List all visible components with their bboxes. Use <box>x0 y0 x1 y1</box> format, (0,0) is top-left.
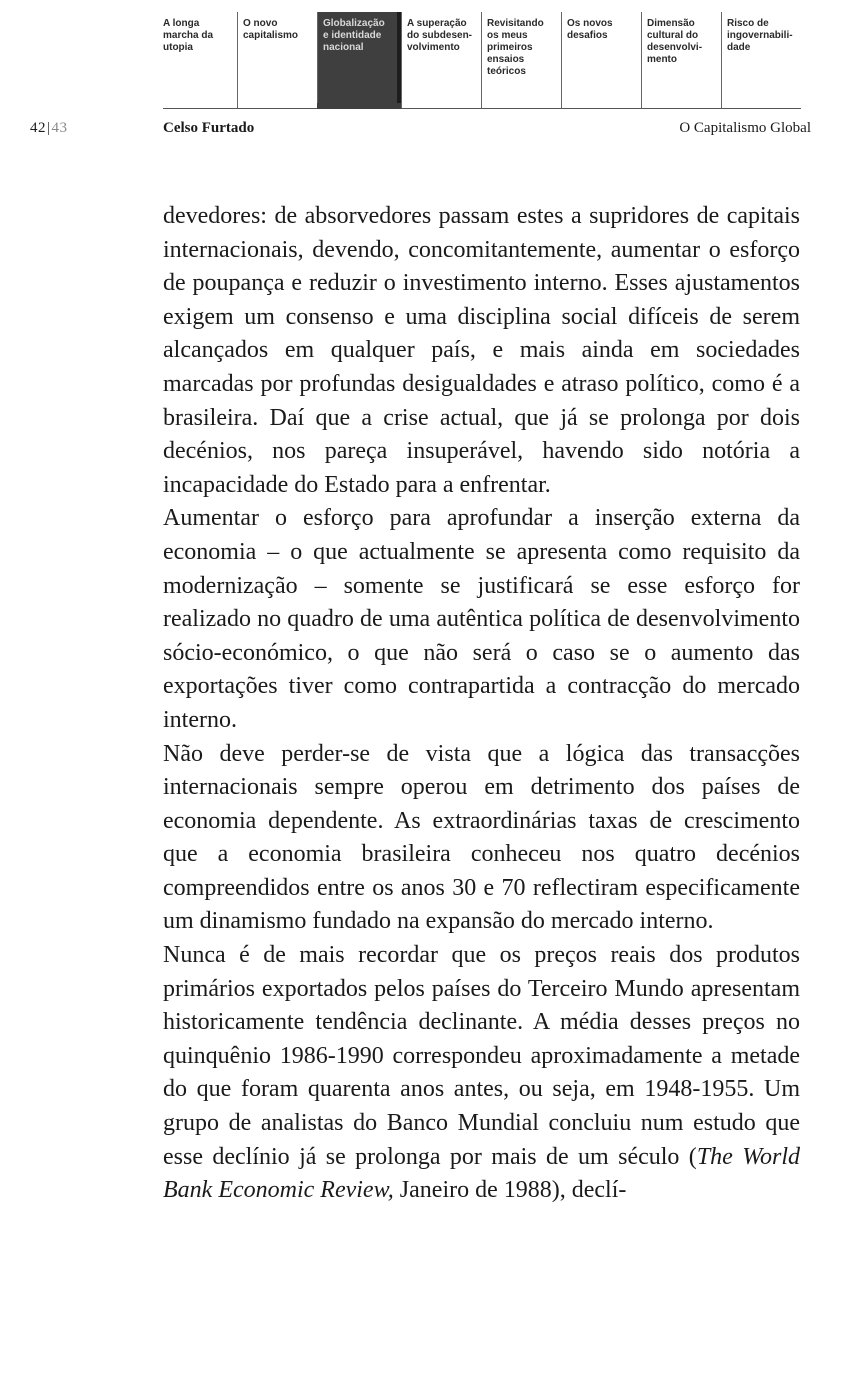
nav-chapter-label: A superação do subdesen-volvimento <box>407 18 473 53</box>
page-numbers <box>30 120 68 137</box>
body-text <box>163 200 800 1208</box>
paragraph: devedores: de absorvedores passam estes a supridores de capitais internacionais, devendo, concomitantemente, aumentar o esforço de poupança e reduzir o investimento interno. Esses ajustamentos exigem um consenso e uma disciplina social difíceis de serem alcançados em qualquer país, e mais ainda em sociedades marcadas por profundas desigualdades e atraso político, como é a brasileira. Daí que a crise actual, que já se prolonga por dois decénios, nos pareça insuperável, havendo sido notória a incapacidade do Estado para a enfrentar. <box>163 203 800 498</box>
nav-chapter-label: Revisitando os meus primeiros ensaios teóricos <box>487 18 544 77</box>
author-name: Celso Furtado <box>163 120 255 136</box>
nav-chapter-label: A longa marcha da utopia <box>163 18 214 53</box>
page-number-right: 43 <box>51 120 68 136</box>
page-number-divider: | <box>47 120 51 136</box>
paragraph: Aumentar o esforço para aprofundar a inserção externa da economia – o que actualmente se apresenta como requisito da modernização – somente se justificará se esse esforço for realizado no quadro de uma autêntica política de desenvolvimento sócio-económico, o que não será o caso se o aumento das exportações tiver como contrapartida a contracção do mercado interno. <box>163 505 800 733</box>
nav-chapter-label: Os novos desafios <box>567 18 613 41</box>
nav-chapter-dimensao-cultural[interactable] <box>641 12 721 108</box>
nav-chapter-globalizacao-active[interactable] <box>317 12 401 108</box>
nav-chapter-longa-marcha[interactable] <box>163 12 237 108</box>
chapter-navigation <box>163 12 801 109</box>
nav-chapter-risco[interactable] <box>721 12 801 108</box>
running-header <box>0 118 841 140</box>
nav-chapter-novos-desafios[interactable] <box>561 12 641 108</box>
paragraph: Não deve perder-se de vista que a lógica das transacções internacionais sempre operou em detrimento dos países de economia dependente. As extraordinárias taxas de crescimento que a economia brasileira conheceu nos quatro decénios compreendidos entre os anos 30 e 70 reflectiram especificamente um dinamismo fundado na expansão do mercado interno. <box>163 740 800 935</box>
paragraph-text: Nunca é de mais recordar que os preços reais dos produtos primários exportados pelos países do Terceiro Mundo apresentam historicamente tendência declinante. A média desses preços no quinquênio 1986-1990 correspondeu aproximadamente a metade do que foram quarenta anos antes, ou seja, em 1948-1955. Um grupo de analistas do Banco Mundial concluiu num estudo que esse declínio já se prolonga por mais de um século ( <box>163 942 800 1170</box>
paragraph <box>163 939 800 1208</box>
book-title: O Capitalismo Global <box>679 120 811 136</box>
citation-title: The World Bank Economic Review, <box>163 1143 801 1204</box>
nav-chapter-label: Risco de ingovernabili-dade <box>727 18 793 53</box>
paragraph-text: Janeiro de 1988), declí- <box>393 1177 627 1204</box>
nav-chapter-label: Globalização e identidade nacional <box>323 18 385 53</box>
nav-chapter-label: Dimensão cultural do desenvolvi-mento <box>647 18 703 65</box>
nav-chapter-revisitando[interactable] <box>481 12 561 108</box>
nav-chapter-novo-capitalismo[interactable] <box>237 12 317 108</box>
nav-chapter-label: O novo capitalismo <box>243 18 299 41</box>
page-number-left: 42 <box>30 120 46 136</box>
nav-chapter-superacao[interactable] <box>401 12 481 108</box>
